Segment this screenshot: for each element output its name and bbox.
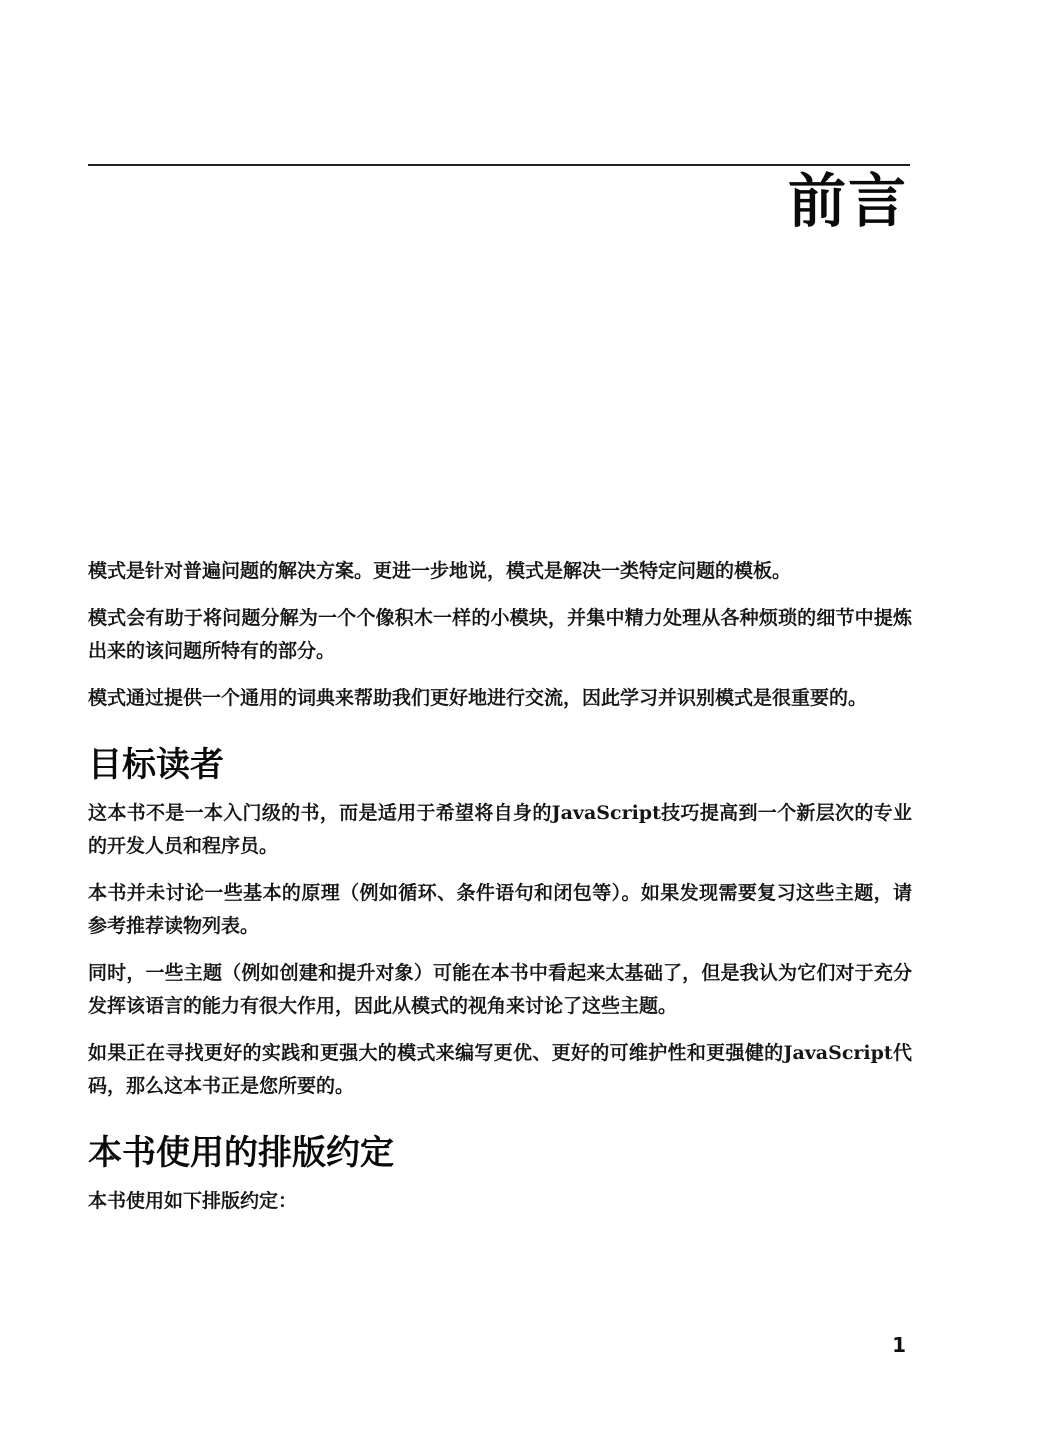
section-heading-conventions: 本书使用的排版约定 [88, 1133, 394, 1173]
audience-paragraph: 本书并未讨论一些基本的原理（例如循环、条件语句和闭包等）。如果发现需要复习这些主题，请参考推荐读物列表。 [88, 882, 912, 937]
intro-paragraph: 模式会有助于将问题分解为一个个像积木一样的小模块，并集中精力处理从各种烦琐的细节中提炼出来的该问题所特有的部分。 [88, 607, 912, 662]
intro-paragraph: 模式通过提供一个通用的词典来帮助我们更好地进行交流，因此学习并识别模式是很重要的。 [88, 687, 868, 709]
audience-paragraph: 这本书不是一本入门级的书，而是适用于希望将自身的JavaScript技巧提高到一个新层次的专业的开发人员和程序员。 [88, 802, 912, 857]
intro-paragraph: 模式是针对普遍问题的解决方案。更进一步地说，模式是解决一类特定问题的模板。 [88, 560, 792, 582]
section-heading-audience: 目标读者 [88, 745, 224, 785]
page-content [88, 555, 912, 1232]
audience-paragraph: 如果正在寻找更好的实践和更强大的模式来编写更优、更好的可维护性和更强健的JavaScript代码，那么这本书正是您所要的。 [88, 1042, 912, 1097]
conventions-paragraph: 本书使用如下排版约定： [88, 1190, 298, 1212]
page-number: 1 [892, 1333, 906, 1357]
audience-paragraph: 同时，一些主题（例如创建和提升对象）可能在本书中看起来太基础了，但是我认为它们对于充分发挥该语言的能力有很大作用，因此从模式的视角来讨论了这些主题。 [88, 962, 912, 1017]
top-divider [88, 164, 910, 166]
chapter-title: 前言 [787, 167, 908, 235]
